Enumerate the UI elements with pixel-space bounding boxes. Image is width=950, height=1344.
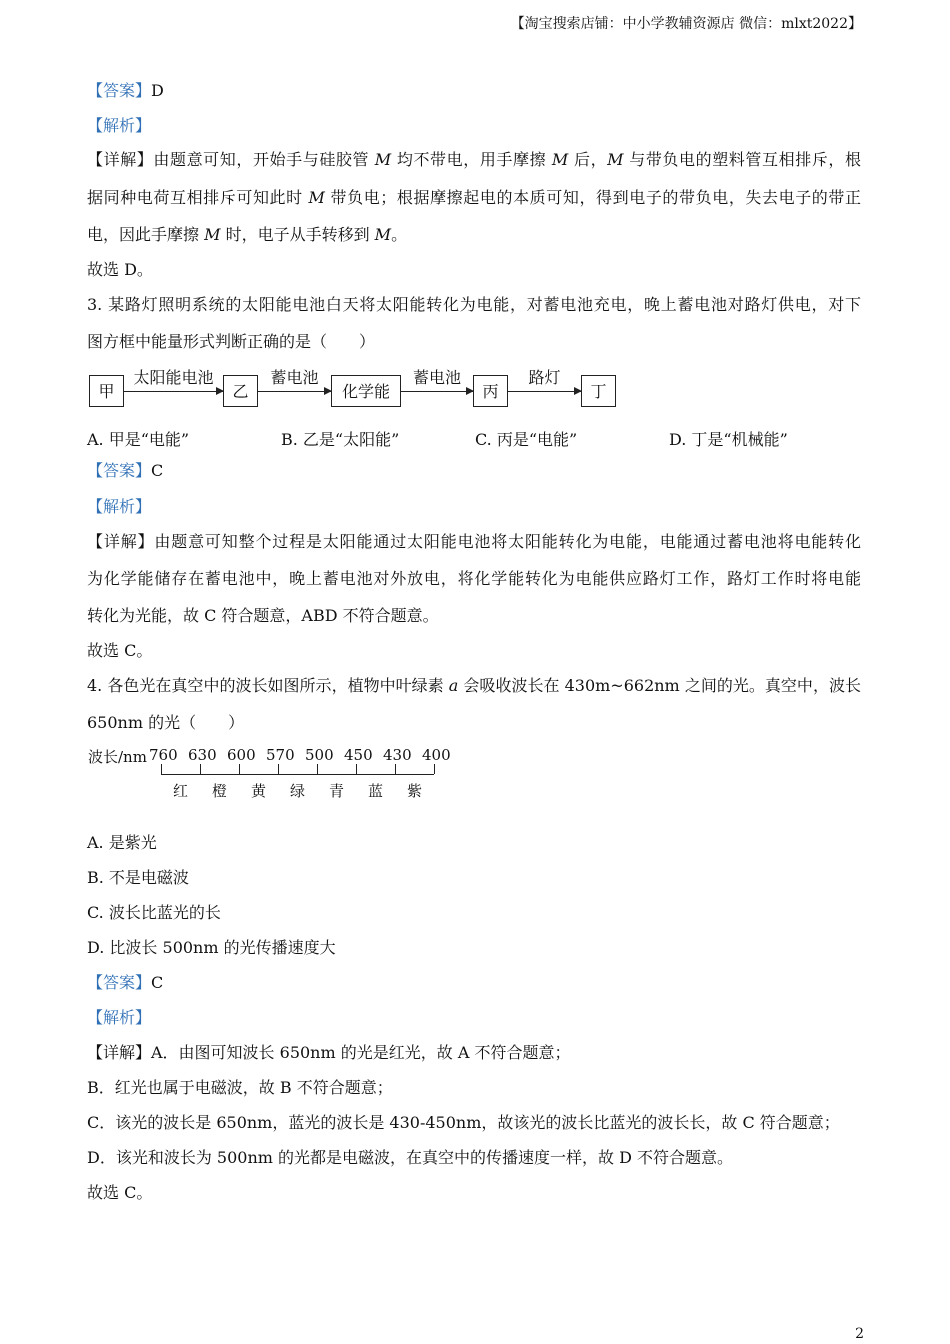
- text-line: [87, 188, 861, 208]
- text-line: [87, 833, 157, 853]
- text-segment: 为化学能储存在蓄电池中，晚上蓄电池对外放电，将化学能转化为电能供应路灯工作，路灯工作时将电能: [87, 569, 861, 588]
- color-band-label: 紫: [407, 782, 423, 800]
- text-segment: a: [448, 676, 459, 695]
- text-line: [87, 1008, 151, 1028]
- text-segment: M: [374, 225, 392, 244]
- arrow: [124, 391, 223, 392]
- text-line: [87, 569, 861, 589]
- text-line: [87, 713, 244, 733]
- wavelength-tick: [317, 764, 318, 774]
- color-band-label: 青: [329, 782, 345, 800]
- wavelength-tick: [200, 764, 201, 774]
- text-segment: C: [151, 461, 164, 480]
- text-segment: M: [374, 150, 392, 169]
- text-segment: 【详解】A．由图可知波长 650nm 的光是红光，故 A 不符合题意；: [87, 1043, 571, 1062]
- text-segment: D. 比波长 500nm 的光传播速度大: [87, 938, 336, 957]
- section-label: 【答案】: [87, 81, 152, 100]
- text-segment: 时，电子从手转移到: [220, 225, 375, 244]
- text-line: [87, 606, 439, 626]
- box-bing: 丙: [473, 375, 508, 407]
- text-line: [87, 150, 861, 170]
- text-segment: C: [151, 973, 164, 992]
- text-segment: 图方框中能量形式判断正确的是（ ）: [87, 332, 376, 351]
- text-line: [87, 641, 152, 661]
- wavelength-axis: [161, 774, 434, 775]
- text-segment: M: [204, 225, 221, 244]
- color-band-label: 黄: [251, 782, 267, 800]
- wavelength-tick-label: 570: [266, 746, 295, 764]
- arrow-label: 太阳能电池: [133, 368, 214, 387]
- text-segment: 转化为光能，故 C 符合题意，ABD 不符合题意。: [87, 606, 439, 625]
- wavelength-tick: [356, 764, 357, 774]
- text-line: [87, 1078, 393, 1098]
- section-label: 【答案】: [87, 461, 152, 480]
- text-segment: 电，因此手摩擦: [87, 225, 205, 244]
- arrow-label: 蓄电池: [270, 368, 319, 387]
- header-watermark: 【淘宝搜索店铺：中小学教辅资源店 微信：mlxt2022】: [510, 16, 862, 32]
- arrow: [508, 391, 581, 392]
- text-segment: D．该光和波长为 500nm 的光都是电磁波，在真空中的传播速度一样，故 D 不符合题意。: [87, 1148, 734, 1167]
- text-line: [87, 116, 151, 136]
- text-line: [87, 868, 189, 888]
- text-segment: C．该光的波长是 650nm，蓝光的波长是 430-450nm，故该光的波长比蓝光的波长长，故 C 符合题意；: [87, 1113, 840, 1132]
- text-segment: M: [551, 150, 569, 169]
- text-line: [87, 1043, 570, 1063]
- wavelength-tick-label: 500: [305, 746, 334, 764]
- arrow: [401, 391, 473, 392]
- text-line: [87, 1148, 733, 1168]
- text-segment: B. 不是电磁波: [87, 868, 189, 887]
- box-yi: 乙: [223, 375, 258, 407]
- text-segment: 【详解】由题意可知，开始手与硅胶管: [87, 150, 375, 169]
- text-segment: 故选 D。: [87, 260, 153, 279]
- option-a: A. 甲是“电能”: [87, 430, 190, 449]
- text-segment: M: [607, 150, 624, 169]
- text-line: [87, 676, 861, 696]
- arrow-label: 蓄电池: [412, 368, 461, 387]
- text-segment: 650nm 的光（ ）: [87, 713, 245, 732]
- wavelength-tick: [161, 764, 162, 774]
- text-segment: 故选 C。: [87, 1183, 153, 1202]
- section-label: 【答案】: [87, 973, 152, 992]
- box-ding: 丁: [581, 375, 616, 407]
- text-segment: 后，: [568, 150, 608, 169]
- color-band-label: 橙: [212, 782, 228, 800]
- color-band-label: 红: [173, 782, 189, 800]
- section-label: 【解析】: [87, 1008, 152, 1027]
- wavelength-tick-label: 600: [227, 746, 256, 764]
- text-line: [87, 260, 153, 280]
- text-segment: 与带负电的塑料管互相排斥，根: [623, 150, 861, 169]
- text-line: [87, 332, 375, 352]
- text-segment: 据同种电荷互相排斥可知此时: [87, 188, 309, 207]
- text-line: [87, 973, 163, 993]
- wavelength-axis-label: 波长/nm: [88, 748, 147, 766]
- option-b: B. 乙是“太阳能”: [281, 430, 400, 449]
- wavelength-tick: [434, 764, 435, 774]
- text-segment: A. 是紫光: [87, 833, 157, 852]
- text-line: [87, 1183, 152, 1203]
- text-line: [87, 497, 151, 517]
- text-segment: C. 波长比蓝光的长: [87, 903, 221, 922]
- text-segment: D: [151, 81, 164, 100]
- option-c: C. 丙是“电能”: [475, 430, 578, 449]
- option-d: D. 丁是“机械能”: [669, 430, 788, 449]
- page-number: 2: [855, 1326, 864, 1342]
- section-label: 【解析】: [87, 116, 152, 135]
- arrow-label: 路灯: [528, 368, 561, 387]
- text-segment: 。: [391, 225, 408, 244]
- wavelength-tick: [395, 764, 396, 774]
- box-jia: 甲: [89, 375, 124, 407]
- text-segment: 【详解】由题意可知整个过程是太阳能通过太阳能电池将太阳能转化为电能，电能通过蓄电池将电能转化: [87, 532, 861, 551]
- text-segment: 会吸收波长在 430m~662nm 之间的光。真空中，波长: [458, 676, 861, 695]
- text-line: [87, 938, 336, 958]
- wavelength-tick: [239, 764, 240, 774]
- text-line: [87, 903, 221, 923]
- text-line: [87, 81, 164, 101]
- arrow: [258, 391, 331, 392]
- text-segment: 均不带电，用手摩擦: [391, 150, 552, 169]
- wavelength-tick-label: 630: [188, 746, 217, 764]
- wavelength-tick-label: 400: [422, 746, 451, 764]
- wavelength-tick-label: 430: [383, 746, 412, 764]
- text-line: [87, 532, 861, 552]
- text-line: [87, 1113, 840, 1133]
- text-segment: 故选 C。: [87, 641, 153, 660]
- text-segment: 带负电；根据摩擦起电的本质可知，得到电子的带负电，失去电子的带正: [324, 188, 861, 207]
- wavelength-tick-label: 760: [149, 746, 178, 764]
- text-line: [87, 295, 861, 315]
- wavelength-tick: [278, 764, 279, 774]
- text-line: [87, 461, 163, 481]
- text-line: [87, 225, 407, 245]
- wavelength-tick-label: 450: [344, 746, 373, 764]
- section-label: 【解析】: [87, 497, 152, 516]
- text-segment: B．红光也属于电磁波，故 B 不符合题意；: [87, 1078, 393, 1097]
- text-segment: 4. 各色光在真空中的波长如图所示，植物中叶绿素: [87, 676, 449, 695]
- text-segment: 3. 某路灯照明系统的太阳能电池白天将太阳能转化为电能，对蓄电池充电，晚上蓄电池对路灯供电，对下: [87, 295, 861, 314]
- text-segment: M: [308, 188, 325, 207]
- box-chemical: 化学能: [331, 375, 401, 407]
- color-band-label: 绿: [290, 782, 306, 800]
- color-band-label: 蓝: [368, 782, 384, 800]
